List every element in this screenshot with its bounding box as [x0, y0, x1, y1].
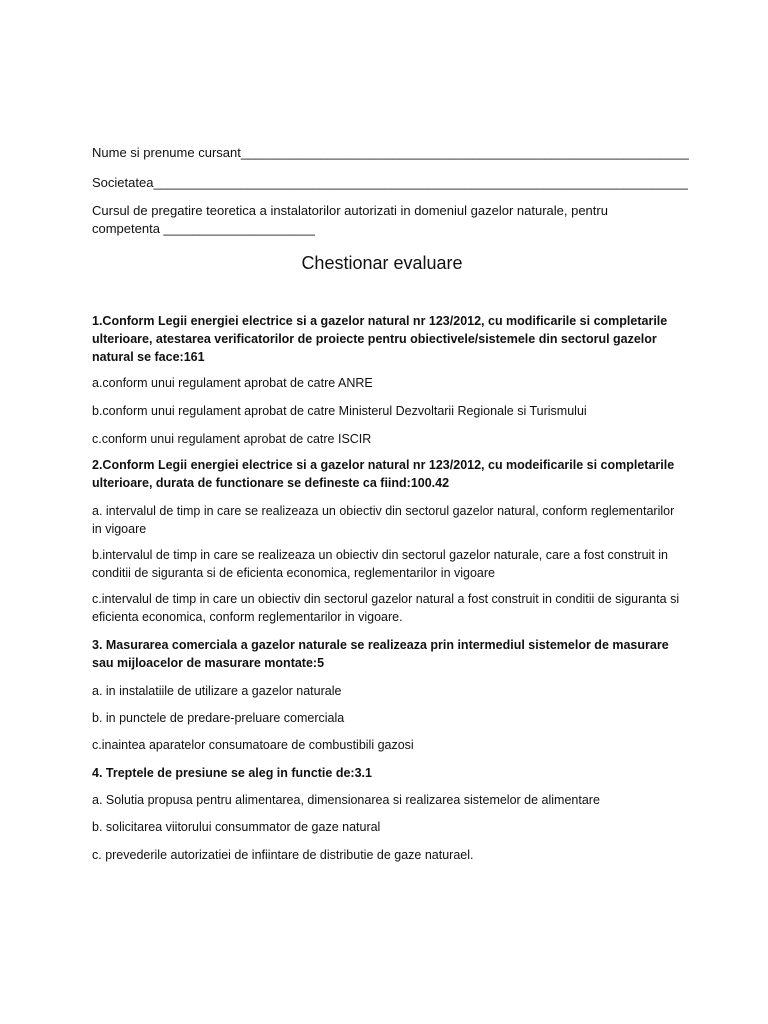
question-3-option-b: b. in punctele de predare-preluare comerciala — [92, 711, 345, 725]
question-1: 1.Conform Legii energiei electrice si a gazelor natural nr 123/2012, cu modificarile si completarile ulterioare, atestarea verificatorilor de proiecte pentru obiectivele/sistemele din sectorul gazelor natural se face:161 — [92, 314, 668, 364]
question-4-option-b: b. solicitarea viitorului consummator de gaze natural — [92, 820, 381, 834]
question-3-option-a: a. in instalatiile de utilizare a gazelor naturale — [92, 684, 342, 698]
question-2-option-b: b.intervalul de timp in care se realizeaza un obiectiv din sectorul gazelor naturale, care a fost construit in conditii de siguranta si de eficienta economica, reglementarilor in vigoare — [92, 548, 668, 580]
course-line-1: Cursul de pregatire teoretica a instalatorilor autorizati in domeniul gazelor naturale, pentru — [92, 203, 608, 218]
page-title: Chestionar evaluare — [301, 253, 463, 273]
question-3: 3. Masurarea comerciala a gazelor naturale se realizeaza prin intermediul sistemelor de masurare sau mijloacelor de masurare montate:5 — [92, 638, 669, 670]
question-4-option-c: c. prevederile autorizatiei de infiintare de distributie de gaze naturael. — [92, 848, 474, 862]
question-1-option-c: c.conform unui regulament aprobat de catre ISCIR — [92, 432, 372, 446]
company-blank: __________________________________________________________________________ — [153, 175, 689, 190]
question-2-option-c: c.intervalul de timp in care un obiectiv din sectorul gazelor natural a fost construit in conditii de siguranta si eficienta economica, conform reglementarilor in vigoare. — [92, 592, 680, 624]
company-field — [92, 174, 688, 192]
question-1-option-b: b.conform unui regulament aprobat de catre Ministerul Dezvoltarii Regionale si Turismului — [92, 404, 587, 418]
question-1-option-a: a.conform unui regulament aprobat de catre ANRE — [92, 376, 373, 390]
student-name-blank: ______________________________________________________________ — [240, 145, 690, 160]
course-line-2: competenta _____________________ — [92, 221, 316, 236]
question-4-option-a: a. Solutia propusa pentru alimentarea, dimensionarea si realizarea sistemelor de alimentare — [92, 793, 600, 807]
question-3-option-c: c.inaintea aparatelor consumatoare de combustibili gazosi — [92, 738, 414, 752]
student-name-label: Nume si prenume cursant — [92, 145, 241, 160]
question-2: 2.Conform Legii energiei electrice si a gazelor natural nr 123/2012, cu modeificarile si completarile ulterioare, durata de functionare se defineste ca fiind:100.42 — [92, 458, 675, 490]
question-2-option-a: a. intervalul de timp in care se realizeaza un obiectiv din sectorul gazelor natural, conform reglementarilor in vigoare — [92, 504, 675, 536]
company-label: Societatea — [92, 175, 154, 190]
question-4: 4. Treptele de presiune se aleg in functie de:3.1 — [92, 766, 372, 780]
student-name-field — [92, 144, 689, 162]
